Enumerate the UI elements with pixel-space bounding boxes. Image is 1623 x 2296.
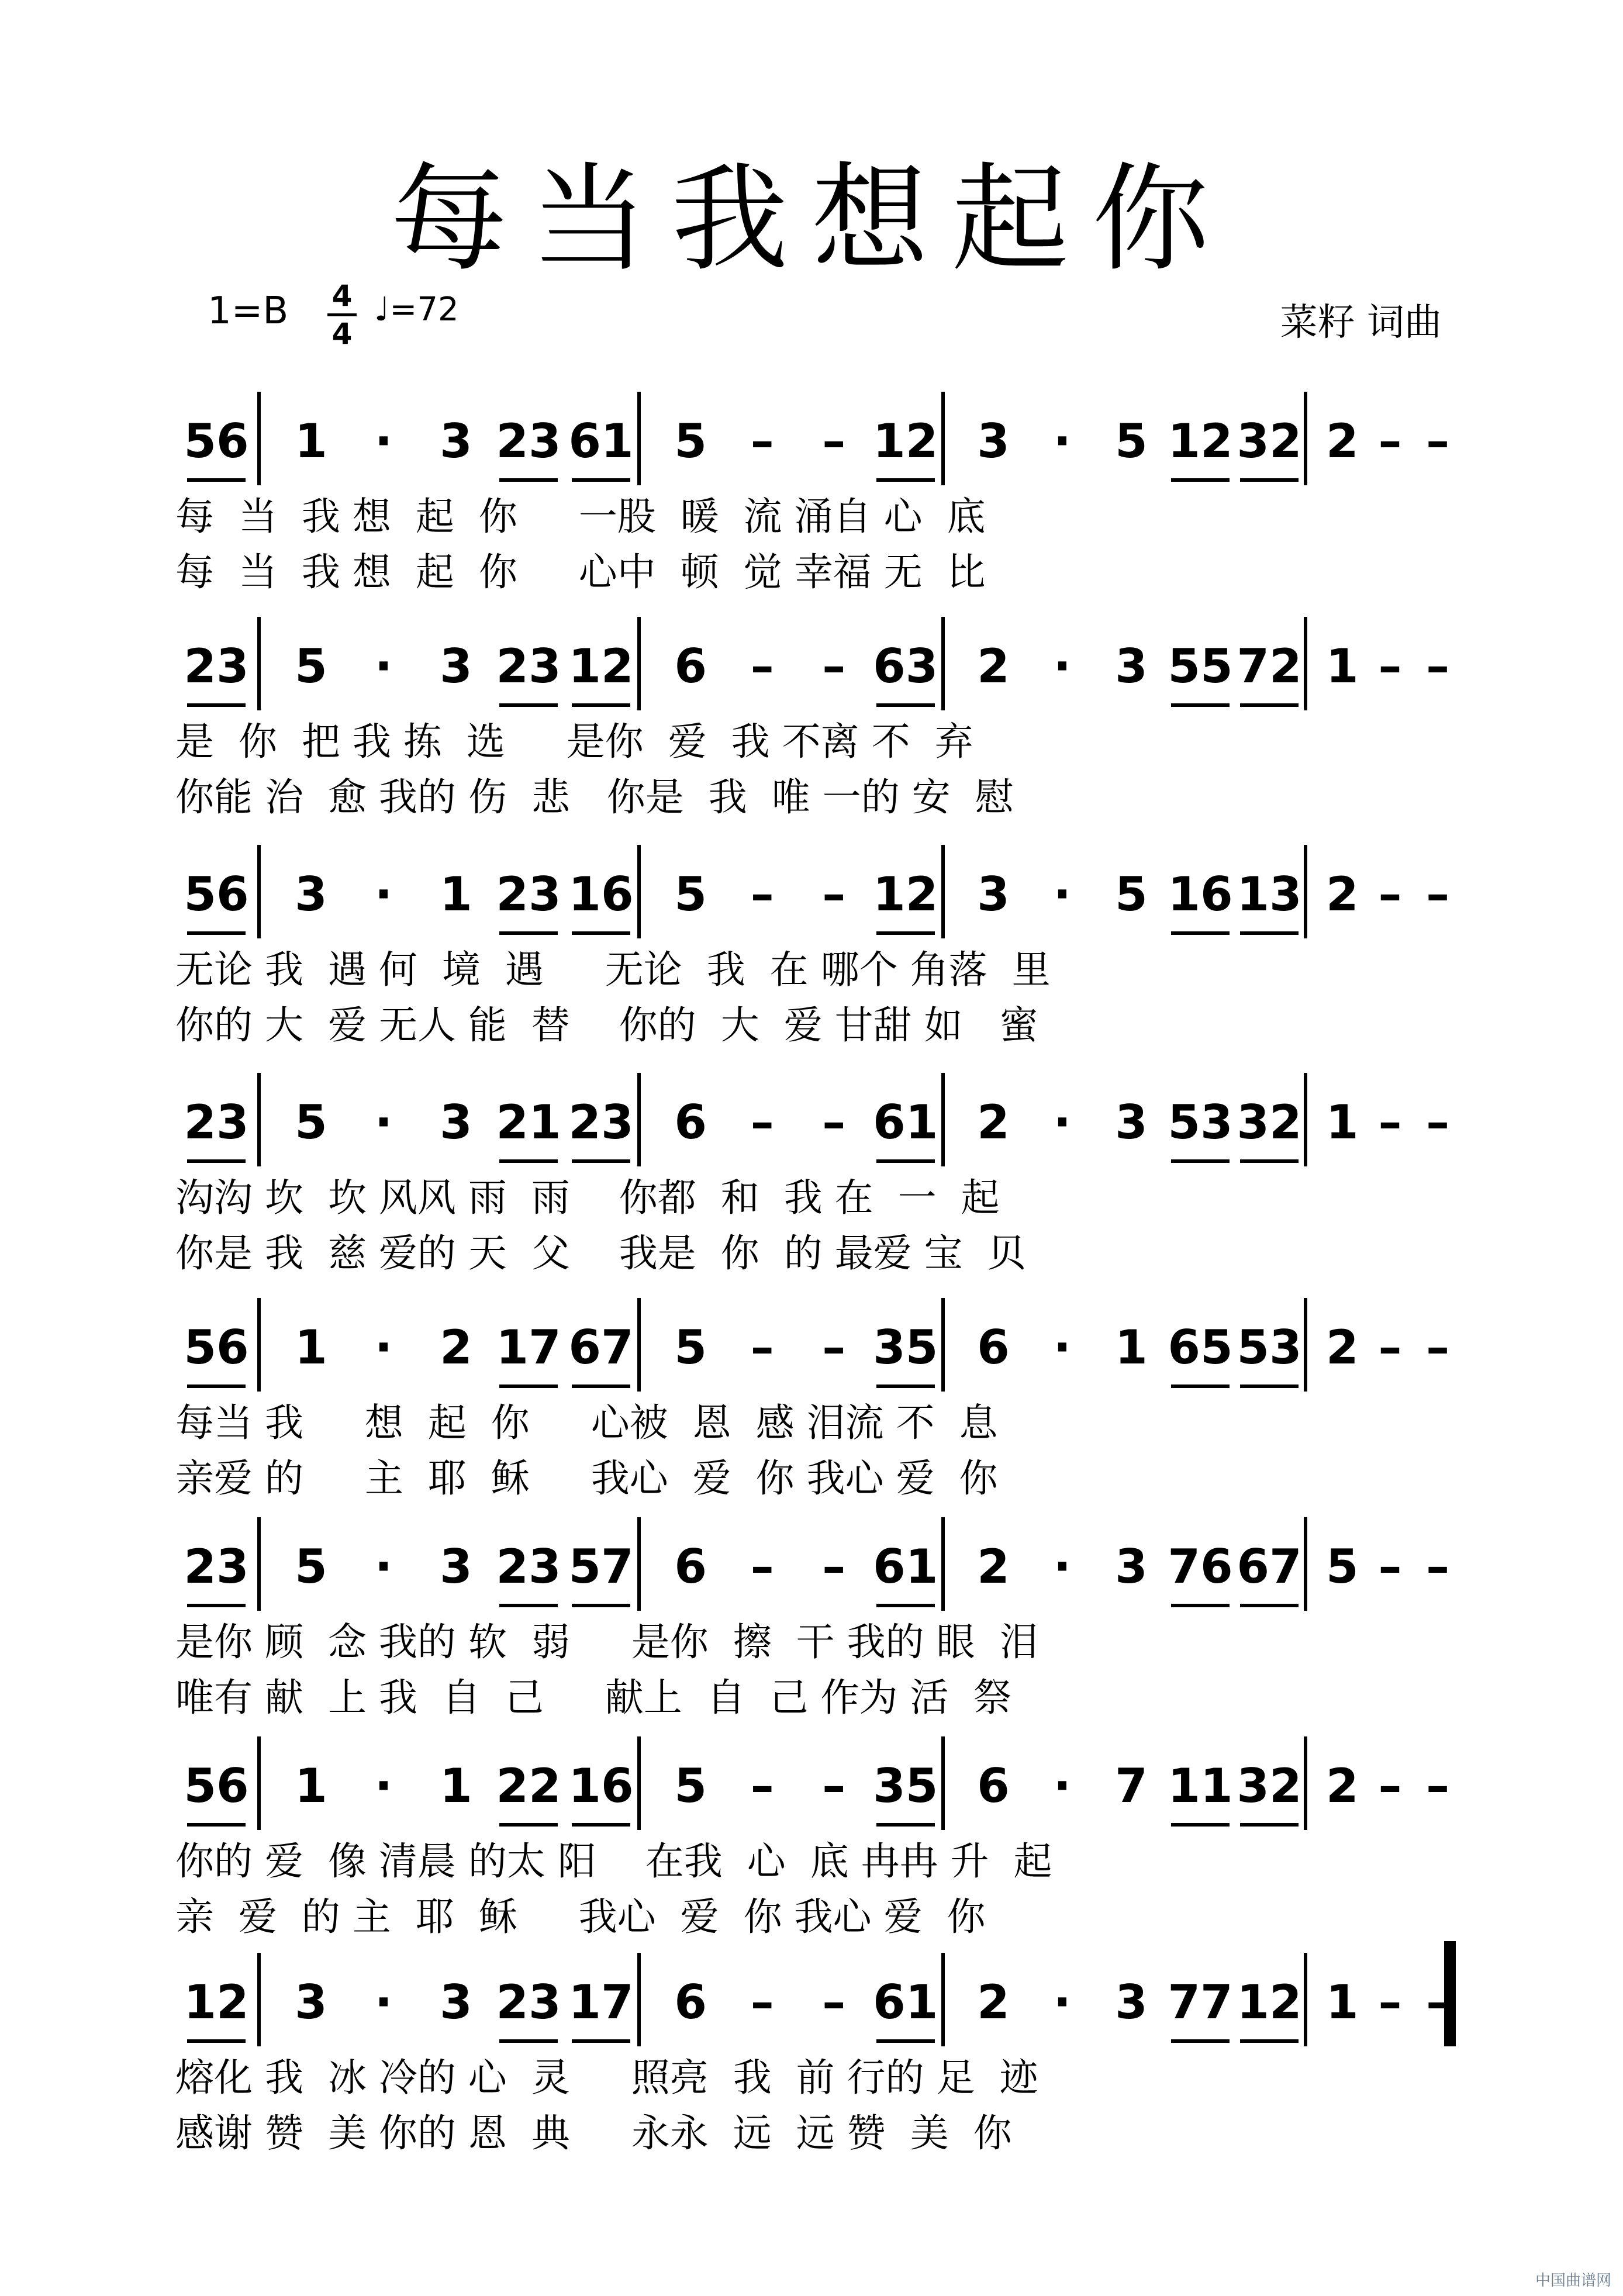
beam-line <box>1240 1159 1299 1163</box>
beam-line <box>499 478 558 482</box>
barline <box>257 845 261 938</box>
dot-mark: · <box>374 867 393 921</box>
lyric-line: 感谢 赞 美 你的 恩 典 永永 远 远 赞 美 你 <box>175 2111 1012 2156</box>
note: 6 <box>674 639 707 693</box>
beam-line <box>499 1159 558 1163</box>
watermark: 中国曲谱网 <box>1535 2272 1611 2290</box>
beam-line <box>876 1159 935 1163</box>
beam-line <box>499 1823 558 1827</box>
dash-mark: – <box>822 1539 846 1594</box>
notes-row <box>0 862 1623 927</box>
note: 3 <box>440 639 472 693</box>
dash-mark: – <box>1378 414 1402 468</box>
dash-mark: – <box>750 1320 774 1375</box>
barline <box>941 1073 945 1166</box>
dash-mark: – <box>1426 639 1450 693</box>
dot-mark: · <box>1053 1975 1072 2029</box>
dash-mark: – <box>750 414 774 468</box>
dot-mark: · <box>374 1975 393 2029</box>
time-signature <box>327 279 357 350</box>
note: 1 <box>295 1759 327 1813</box>
barline <box>257 1736 261 1830</box>
dash-mark: – <box>750 1759 774 1813</box>
dash-mark: – <box>1378 1539 1402 1594</box>
note: 3 <box>295 1975 327 2029</box>
dot-mark: · <box>1053 639 1072 693</box>
dash-mark: – <box>822 1759 846 1813</box>
dash-mark: – <box>1378 1320 1402 1375</box>
beam-line <box>499 1384 558 1388</box>
score-system <box>0 1316 1623 1544</box>
score-system <box>0 1090 1623 1318</box>
beam-line <box>187 2039 246 2043</box>
note: 3 <box>1115 639 1148 693</box>
lyric-line: 沟沟 坎 坎 风风 雨 雨 你都 和 我 在 一 起 <box>175 1175 1000 1220</box>
note: 13 <box>1237 867 1302 921</box>
beam-line <box>187 931 246 935</box>
note: 3 <box>1115 1975 1148 2029</box>
lyric-line: 每 当 我 想 起 你 一股 暖 流 涌自 心 底 <box>175 494 986 539</box>
note: 2 <box>1325 1320 1359 1375</box>
barline <box>1304 1073 1307 1166</box>
note: 3 <box>977 867 1010 921</box>
barline <box>637 617 641 710</box>
lyric-line: 你能 治 愈 我的 伤 悲 你是 我 唯 一的 安 慰 <box>175 775 1014 820</box>
dash-mark: – <box>1378 1095 1402 1149</box>
note: 35 <box>873 1759 938 1813</box>
beam-line <box>499 931 558 935</box>
barline <box>257 1517 261 1611</box>
dash-mark: – <box>822 639 846 693</box>
dash-mark: – <box>750 1095 774 1149</box>
note: 23 <box>496 1975 561 2029</box>
beam-line <box>1240 703 1299 707</box>
beam-line <box>1240 2039 1299 2043</box>
notes-row <box>0 409 1623 474</box>
beam-line <box>1171 2039 1230 2043</box>
note: 5 <box>674 1759 707 1813</box>
note: 56 <box>184 867 249 921</box>
dash-mark: – <box>750 639 774 693</box>
score-system <box>0 634 1623 862</box>
note: 76 <box>1168 1539 1233 1594</box>
note: 6 <box>674 1539 707 1594</box>
dot-mark: · <box>1053 1095 1072 1149</box>
note: 67 <box>1237 1539 1302 1594</box>
barline <box>637 845 641 938</box>
beam-line <box>876 1604 935 1607</box>
lyric-line: 亲爱 的 主 耶 稣 我心 爱 你 我心 爱 你 <box>175 1456 998 1501</box>
dash-mark: – <box>1426 867 1450 921</box>
beam-line <box>499 1604 558 1607</box>
dash-mark: – <box>822 1095 846 1149</box>
dot-mark: · <box>374 1320 393 1375</box>
note: 6 <box>977 1759 1010 1813</box>
barline <box>941 845 945 938</box>
note: 12 <box>184 1975 249 2029</box>
barline <box>637 392 641 485</box>
barline <box>637 1298 641 1392</box>
beam-line <box>1240 1604 1299 1607</box>
beam-line <box>187 1159 246 1163</box>
note: 32 <box>1237 1759 1302 1813</box>
dot-mark: · <box>1053 1759 1072 1813</box>
barline <box>1304 1517 1307 1611</box>
final-barline <box>1444 1941 1456 2046</box>
song-title: 每当我想起你 <box>390 151 1232 288</box>
note: 23 <box>568 1095 634 1149</box>
note: 3 <box>440 1095 472 1149</box>
dash-mark: – <box>1426 1759 1450 1813</box>
beam-line <box>187 1604 246 1607</box>
dash-mark: – <box>750 867 774 921</box>
beam-line <box>572 2039 630 2043</box>
note: 3 <box>295 867 327 921</box>
note: 3 <box>1115 1095 1148 1149</box>
note: 1 <box>1325 639 1359 693</box>
note: 23 <box>496 867 561 921</box>
barline <box>1304 845 1307 938</box>
note: 17 <box>568 1975 634 2029</box>
barline <box>257 1298 261 1392</box>
barline <box>257 1073 261 1166</box>
dash-mark: – <box>822 1975 846 2029</box>
note: 12 <box>1168 414 1233 468</box>
beam-line <box>572 1159 630 1163</box>
beam-line <box>572 1604 630 1607</box>
dash-mark: – <box>1426 1320 1450 1375</box>
note: 1 <box>1325 1975 1359 2029</box>
note: 23 <box>184 1095 249 1149</box>
dot-mark: · <box>1053 414 1072 468</box>
note: 61 <box>873 1975 938 2029</box>
note: 11 <box>1168 1759 1233 1813</box>
note: 67 <box>568 1320 634 1375</box>
lyric-line: 亲 爱 的 主 耶 稣 我心 爱 你 我心 爱 你 <box>175 1894 986 1939</box>
note: 61 <box>873 1095 938 1149</box>
beam-line <box>572 478 630 482</box>
note: 5 <box>1115 867 1148 921</box>
beam-line <box>876 703 935 707</box>
beam-line <box>876 1823 935 1827</box>
note: 56 <box>184 1320 249 1375</box>
note: 5 <box>295 1539 327 1594</box>
note: 16 <box>568 1759 634 1813</box>
note: 1 <box>440 1759 472 1813</box>
beam-line <box>876 1384 935 1388</box>
note: 12 <box>873 414 938 468</box>
barline <box>1304 392 1307 485</box>
note: 5 <box>295 1095 327 1149</box>
note: 61 <box>873 1539 938 1594</box>
beam-line <box>1171 931 1230 935</box>
note: 3 <box>977 414 1010 468</box>
beam-line <box>1240 931 1299 935</box>
note: 56 <box>184 1759 249 1813</box>
note: 2 <box>1325 867 1359 921</box>
barline <box>941 1298 945 1392</box>
note: 2 <box>977 1975 1010 2029</box>
notes-row <box>0 1754 1623 1818</box>
note: 35 <box>873 1320 938 1375</box>
note: 12 <box>1237 1975 1302 2029</box>
author-credit: 菜籽 词曲 <box>1280 301 1442 344</box>
dot-mark: · <box>374 639 393 693</box>
note: 77 <box>1168 1975 1233 2029</box>
beam-line <box>876 478 935 482</box>
note: 3 <box>440 1975 472 2029</box>
lyric-line: 每当 我 想 起 你 心被 恩 感 泪流 不 息 <box>175 1400 998 1445</box>
lyric-line: 是 你 把 我 拣 选 是你 爱 我 不离 不 弃 <box>175 719 973 764</box>
note: 2 <box>977 1539 1010 1594</box>
note: 72 <box>1237 639 1302 693</box>
lyric-line: 每 当 我 想 起 你 心中 顿 觉 幸福 无 比 <box>175 550 986 595</box>
note: 1 <box>1115 1320 1148 1375</box>
note: 16 <box>568 867 634 921</box>
barline <box>637 1517 641 1611</box>
note: 65 <box>1168 1320 1233 1375</box>
time-sig-top: 4 <box>331 279 353 313</box>
beam-line <box>1171 1823 1230 1827</box>
notes-row <box>0 1535 1623 1599</box>
note: 23 <box>496 1539 561 1594</box>
barline <box>1304 617 1307 710</box>
beam-line <box>876 2039 935 2043</box>
dash-mark: – <box>822 867 846 921</box>
dash-mark: – <box>1378 1975 1402 2029</box>
note: 2 <box>1325 1759 1359 1813</box>
barline <box>941 1953 945 2046</box>
lyric-line: 是你 顾 念 我的 软 弱 是你 擦 干 我的 眼 泪 <box>175 1620 1038 1665</box>
beam-line <box>1240 478 1299 482</box>
beam-line <box>1171 478 1230 482</box>
note: 3 <box>440 1539 472 1594</box>
beam-line <box>1171 703 1230 707</box>
note: 2 <box>1325 414 1359 468</box>
lyric-line: 你的 爱 像 清晨 的太 阳 在我 心 底 冉冉 升 起 <box>175 1839 1052 1884</box>
lyric-line: 你是 我 慈 爱的 天 父 我是 你 的 最爱 宝 贝 <box>175 1231 1026 1276</box>
beam-line <box>572 1384 630 1388</box>
beam-line <box>572 1823 630 1827</box>
dot-mark: · <box>374 1095 393 1149</box>
beam-line <box>1171 1384 1230 1388</box>
dot-mark: · <box>374 414 393 468</box>
score-system <box>0 409 1623 637</box>
dot-mark: · <box>1053 1320 1072 1375</box>
beam-line <box>1171 1159 1230 1163</box>
note: 1 <box>1325 1095 1359 1149</box>
notes-row <box>0 1970 1623 2035</box>
dash-mark: – <box>750 1975 774 2029</box>
note: 22 <box>496 1759 561 1813</box>
barline <box>1304 1298 1307 1392</box>
note: 6 <box>674 1095 707 1149</box>
dash-mark: – <box>1378 639 1402 693</box>
note: 23 <box>496 414 561 468</box>
note: 12 <box>568 639 634 693</box>
beam-line <box>187 703 246 707</box>
barline <box>941 1517 945 1611</box>
time-sig-bottom: 4 <box>331 317 353 351</box>
notes-row <box>0 1316 1623 1380</box>
note: 57 <box>568 1539 634 1594</box>
beam-line <box>187 1823 246 1827</box>
note: 55 <box>1168 639 1233 693</box>
score-system <box>0 862 1623 1090</box>
note: 6 <box>674 1975 707 2029</box>
beam-line <box>572 703 630 707</box>
note: 23 <box>496 639 561 693</box>
dot-mark: · <box>1053 867 1072 921</box>
barline <box>941 1736 945 1830</box>
note: 5 <box>674 414 707 468</box>
note: 3 <box>1115 1539 1148 1594</box>
note: 12 <box>873 867 938 921</box>
barline <box>1304 1953 1307 2046</box>
dash-mark: – <box>750 1539 774 1594</box>
score-system <box>0 1970 1623 2198</box>
note: 53 <box>1168 1095 1233 1149</box>
score-system <box>0 1754 1623 1982</box>
beam-line <box>499 2039 558 2043</box>
note: 1 <box>295 414 327 468</box>
beam-line <box>1240 1384 1299 1388</box>
dash-mark: – <box>1426 1095 1450 1149</box>
note: 2 <box>440 1320 472 1375</box>
note: 7 <box>1115 1759 1148 1813</box>
beam-line <box>187 1384 246 1388</box>
dot-mark: · <box>1053 1539 1072 1594</box>
barline <box>257 392 261 485</box>
note: 5 <box>674 1320 707 1375</box>
note: 6 <box>977 1320 1010 1375</box>
note: 1 <box>440 867 472 921</box>
notes-row <box>0 634 1623 699</box>
lyric-line: 你的 大 爱 无人 能 替 你的 大 爱 甘甜 如 蜜 <box>175 1003 1038 1048</box>
dash-mark: – <box>1378 867 1402 921</box>
dot-mark: · <box>374 1539 393 1594</box>
note: 5 <box>295 639 327 693</box>
barline <box>1304 1736 1307 1830</box>
barline <box>257 617 261 710</box>
dash-mark: – <box>1426 414 1450 468</box>
beam-line <box>499 703 558 707</box>
dash-mark: – <box>822 1320 846 1375</box>
lyric-line: 唯有 献 上 我 自 己 献上 自 己 作为 活 祭 <box>175 1675 1012 1720</box>
dot-mark: · <box>374 1759 393 1813</box>
note: 1 <box>295 1320 327 1375</box>
note: 61 <box>568 414 634 468</box>
note: 16 <box>1168 867 1233 921</box>
note: 5 <box>1325 1539 1359 1594</box>
barline <box>637 1953 641 2046</box>
key-signature: 1=B <box>208 289 289 333</box>
dash-mark: – <box>822 414 846 468</box>
note: 63 <box>873 639 938 693</box>
note: 5 <box>1115 414 1148 468</box>
note: 56 <box>184 414 249 468</box>
score-system <box>0 1535 1623 1763</box>
note: 2 <box>977 639 1010 693</box>
beam-line <box>1240 1823 1299 1827</box>
note: 23 <box>184 1539 249 1594</box>
barline <box>637 1073 641 1166</box>
dash-mark: – <box>1426 1975 1450 2029</box>
note: 21 <box>496 1095 561 1149</box>
barline <box>637 1736 641 1830</box>
note: 53 <box>1237 1320 1302 1375</box>
notes-row <box>0 1090 1623 1155</box>
lyric-line: 无论 我 遇 何 境 遇 无论 我 在 哪个 角落 里 <box>175 947 1051 992</box>
note: 17 <box>496 1320 561 1375</box>
beam-line <box>572 931 630 935</box>
barline <box>941 617 945 710</box>
note: 32 <box>1237 414 1302 468</box>
beam-line <box>187 478 246 482</box>
dash-mark: – <box>1378 1759 1402 1813</box>
note: 23 <box>184 639 249 693</box>
beam-line <box>1171 1604 1230 1607</box>
beam-line <box>876 931 935 935</box>
note: 3 <box>440 414 472 468</box>
barline <box>941 392 945 485</box>
note: 5 <box>674 867 707 921</box>
barline <box>257 1953 261 2046</box>
lyric-line: 熔化 我 冰 冷的 心 灵 照亮 我 前 行的 足 迹 <box>175 2055 1038 2100</box>
note: 32 <box>1237 1095 1302 1149</box>
tempo-marking: ♩=72 <box>374 291 459 329</box>
dash-mark: – <box>1426 1539 1450 1594</box>
note: 2 <box>977 1095 1010 1149</box>
